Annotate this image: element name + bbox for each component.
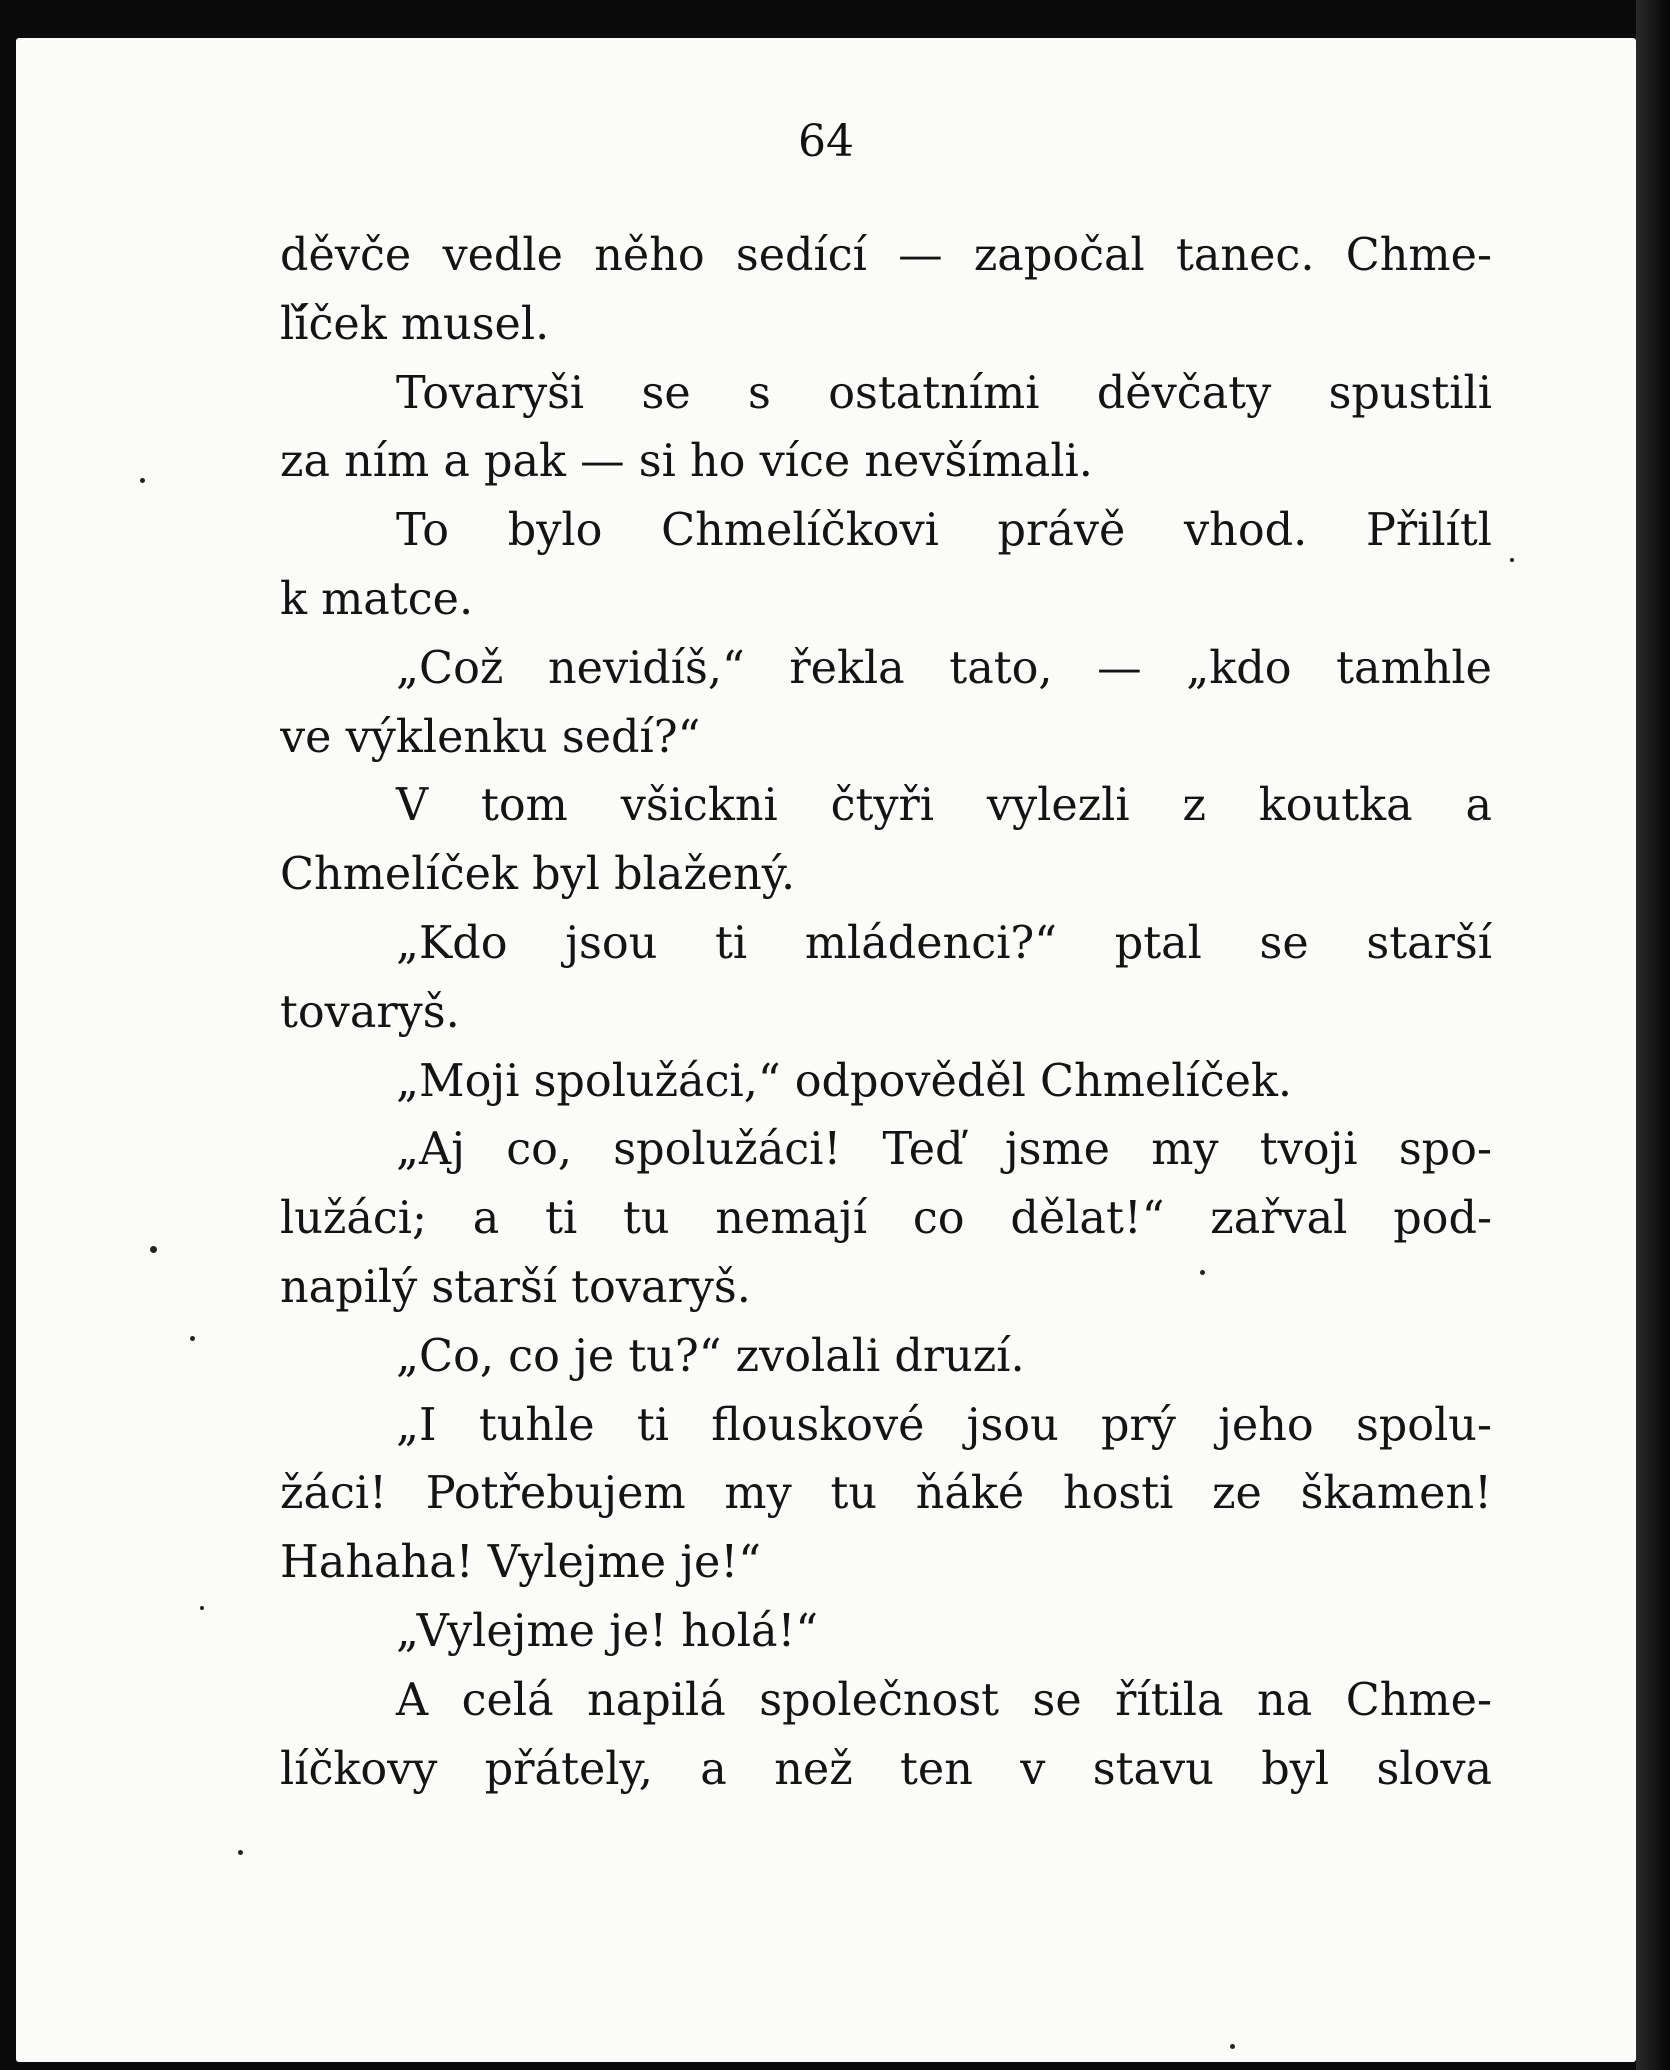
paper-speck [150, 1246, 157, 1253]
text-line: „Co, co je tu?“ zvolali druzí. [396, 1330, 1025, 1382]
text-line: děvče vedle něho sedící — započal tanec. Chme- [280, 230, 1492, 281]
text-line: To bylo Chmelíčkovi právě vhod. Přilítl [396, 505, 1492, 557]
text-line: líčkovy přátely, a než ten v stavu byl slova [280, 1743, 1492, 1795]
text-line: ve výklenku sedí?“ [280, 711, 701, 763]
text-line: „Moji spolužáci,“ odpověděl Chmelíček. [396, 1055, 1293, 1107]
book-page [16, 38, 1636, 2062]
paper-speck [140, 478, 145, 483]
text-line: za ním a pak — si ho více nevšímali. [280, 436, 1093, 488]
paper-speck [200, 1606, 204, 1610]
paper-speck [1230, 2044, 1235, 2049]
text-line: tovaryš. [280, 986, 460, 1038]
text-line: napilý starší tovaryš. [280, 1261, 751, 1313]
paper-speck [190, 1336, 195, 1341]
text-line: Chmelíček byl blažený. [280, 849, 796, 901]
text-line: lí̌ček musel. [280, 298, 550, 350]
binding-shadow [1636, 0, 1670, 2070]
page-number: 64 [798, 116, 854, 167]
paper-speck [1200, 1270, 1205, 1275]
text-line: Tovaryši se s ostatními děvčaty spustili [396, 367, 1492, 419]
text-line: k matce. [280, 573, 474, 625]
paper-speck [238, 1850, 243, 1855]
text-line: „Kdo jsou ti mládenci?“ ptal se starší [396, 917, 1492, 969]
text-line: žáci! Potřebujem my tu ňáké hosti ze škamen! [280, 1468, 1492, 1520]
text-line: „Což nevidíš,“ řekla tato, — „kdo tamhle [396, 642, 1492, 694]
text-line: „Vylejme je! holá!“ [396, 1605, 819, 1657]
paper-speck [1510, 558, 1514, 562]
text-line: „Aj co, spolužáci! Teď jsme my tvoji spo- [396, 1124, 1492, 1176]
body-text [280, 222, 1492, 1804]
text-line: Hahaha! Vylejme je!“ [280, 1537, 762, 1589]
text-line: A celá napilá společnost se řítila na Chme- [396, 1674, 1492, 1726]
text-line: „I tuhle ti flouskové jsou prý jeho spolu- [396, 1399, 1492, 1451]
text-line: lužáci; a ti tu nemají co dělat!“ zařval pod- [280, 1193, 1492, 1245]
text-line: V tom všickni čtyři vylezli z koutka a [396, 780, 1492, 832]
